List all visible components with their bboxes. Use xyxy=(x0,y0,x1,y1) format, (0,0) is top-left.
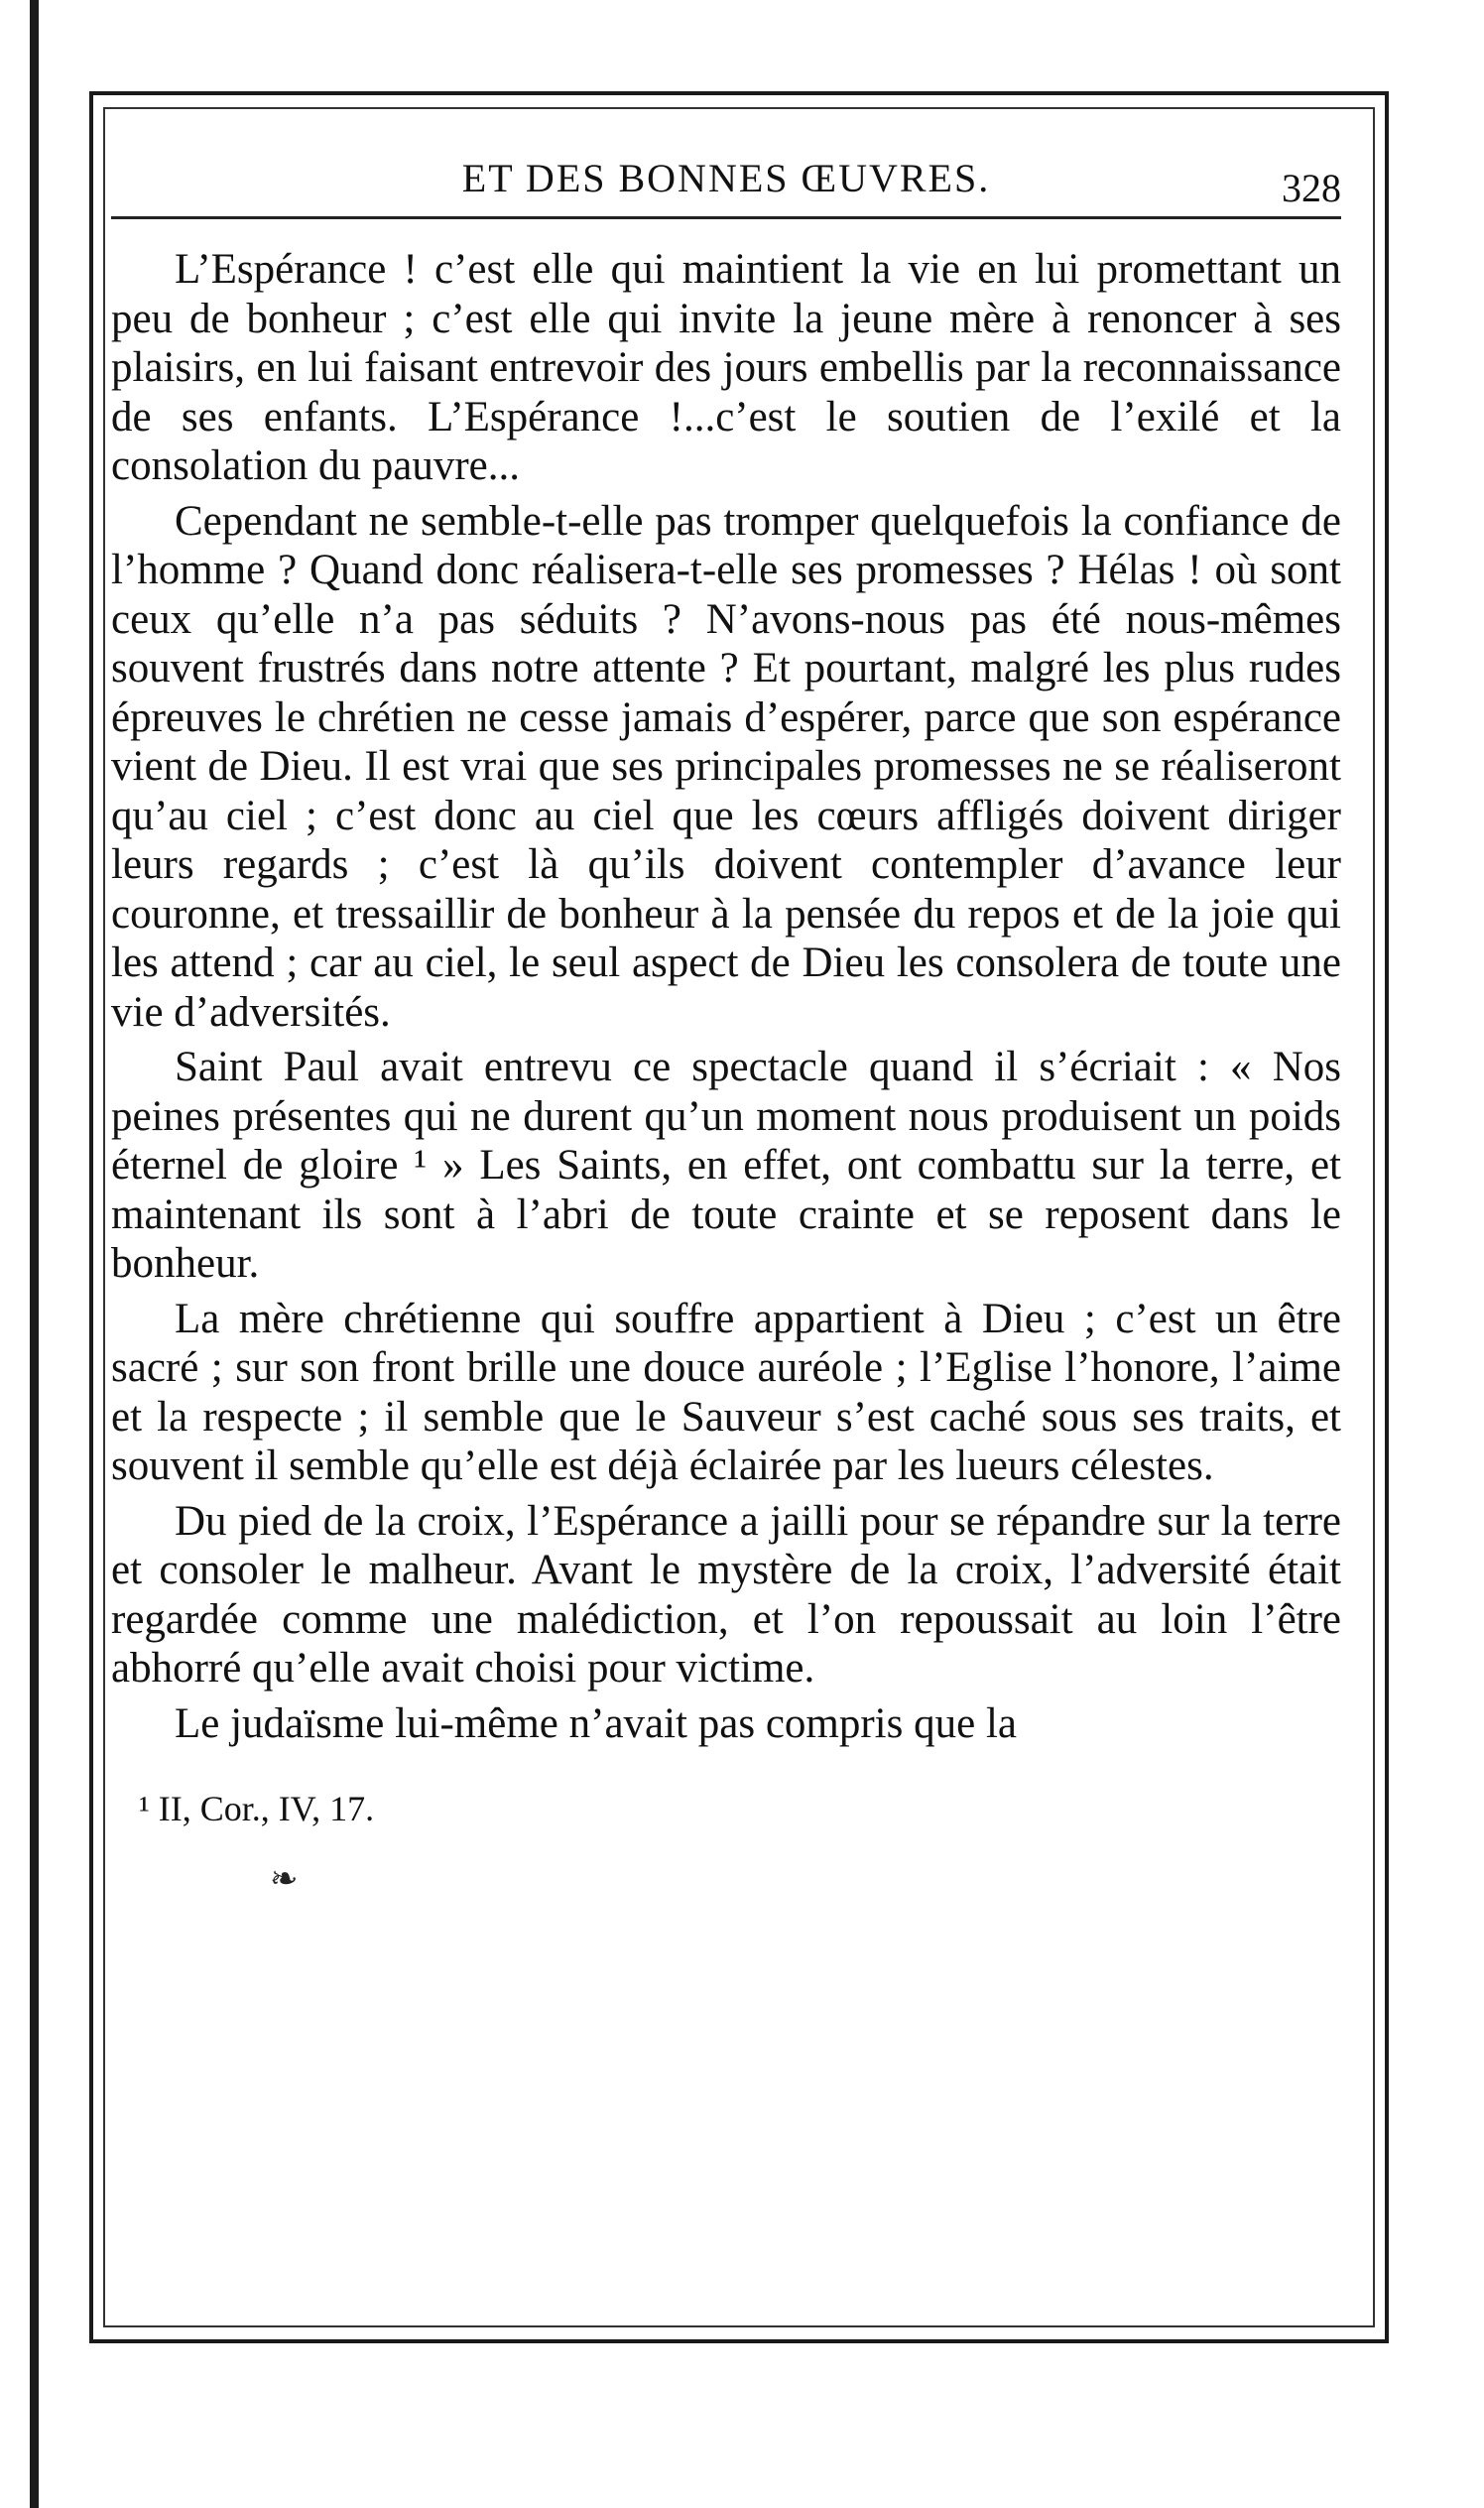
page-number: 328 xyxy=(1282,166,1341,210)
running-head xyxy=(111,129,1341,208)
paragraph: L’Espérance ! c’est elle qui maintient la vie en lui promettant un peu de bonheur ; c’est elle qui invite la jeune mère à renoncer à ses plaisirs, en lui faisant entrevoir des jours embellis par la reconnaissance de ses enfants. L’Espérance !...c’est le soutien de l’exilé et la consolation du pauvre... xyxy=(111,246,1341,489)
printer-ornament: ❧ xyxy=(270,1861,299,1898)
binding-edge xyxy=(30,0,39,2508)
footnote: ¹ II, Cor., IV, 17. xyxy=(139,1789,375,1828)
paragraph: Le judaïsme lui-même n’avait pas compris que la xyxy=(175,1699,1017,1747)
page xyxy=(111,129,1341,2292)
paragraph: Du pied de la croix, l’Espérance a jailli pour se répandre sur la terre et consoler le malheur. Avant le mystère de la croix, l’adversité était regardée comme une malédiction, et l’on repoussait au loin l’être abhorré qu’elle avait choisi pour victime. xyxy=(111,1497,1341,1692)
paragraph: Saint Paul avait entrevu ce spectacle quand il s’écriait : « Nos peines présentes qui ne durent qu’un moment nous produisent un poids éternel de gloire ¹ » Les Saints, en effet, ont combattu sur la terre, et maintenant ils sont à l’abri de toute crainte et se reposent dans le bonheur. xyxy=(111,1044,1341,1287)
body-text xyxy=(111,245,1341,1748)
header-rule xyxy=(111,216,1341,219)
paragraph: Cependant ne semble-t-elle pas tromper quelquefois la confiance de l’homme ? Quand donc réalisera-t-elle ses promesses ? Hélas ! où sont ceux qu’elle n’a pas séduits ? N’avons-nous pas été nous-mêmes souvent frustrés dans notre attente ? Et pourtant, malgré les plus rudes épreuves le chrétien ne cesse jamais d’espérer, parce que son espérance vient de Dieu. Il est vrai que ses principales promesses ne se réaliseront qu’au ciel ; c’est donc au ciel que les cœurs affligés doivent diriger leurs regards ; c’est là qu’ils doivent contempler d’avance leur couronne, et tressaillir de bonheur à la pensée du repos et de la joie qui les attend ; car au ciel, le seul aspect de Dieu les consolera de toute une vie d’adversités. xyxy=(111,497,1341,1036)
running-title: ET DES BONNES ŒUVRES. xyxy=(461,156,991,200)
paragraph: La mère chrétienne qui souffre appartient à Dieu ; c’est un être sacré ; sur son front brille une douce auréole ; l’Eglise l’honore, l’aime et la respecte ; il semble que le Sauveur s’est caché sous ses traits, et souvent il semble qu’elle est déjà éclairée par les lueurs célestes. xyxy=(111,1295,1341,1489)
